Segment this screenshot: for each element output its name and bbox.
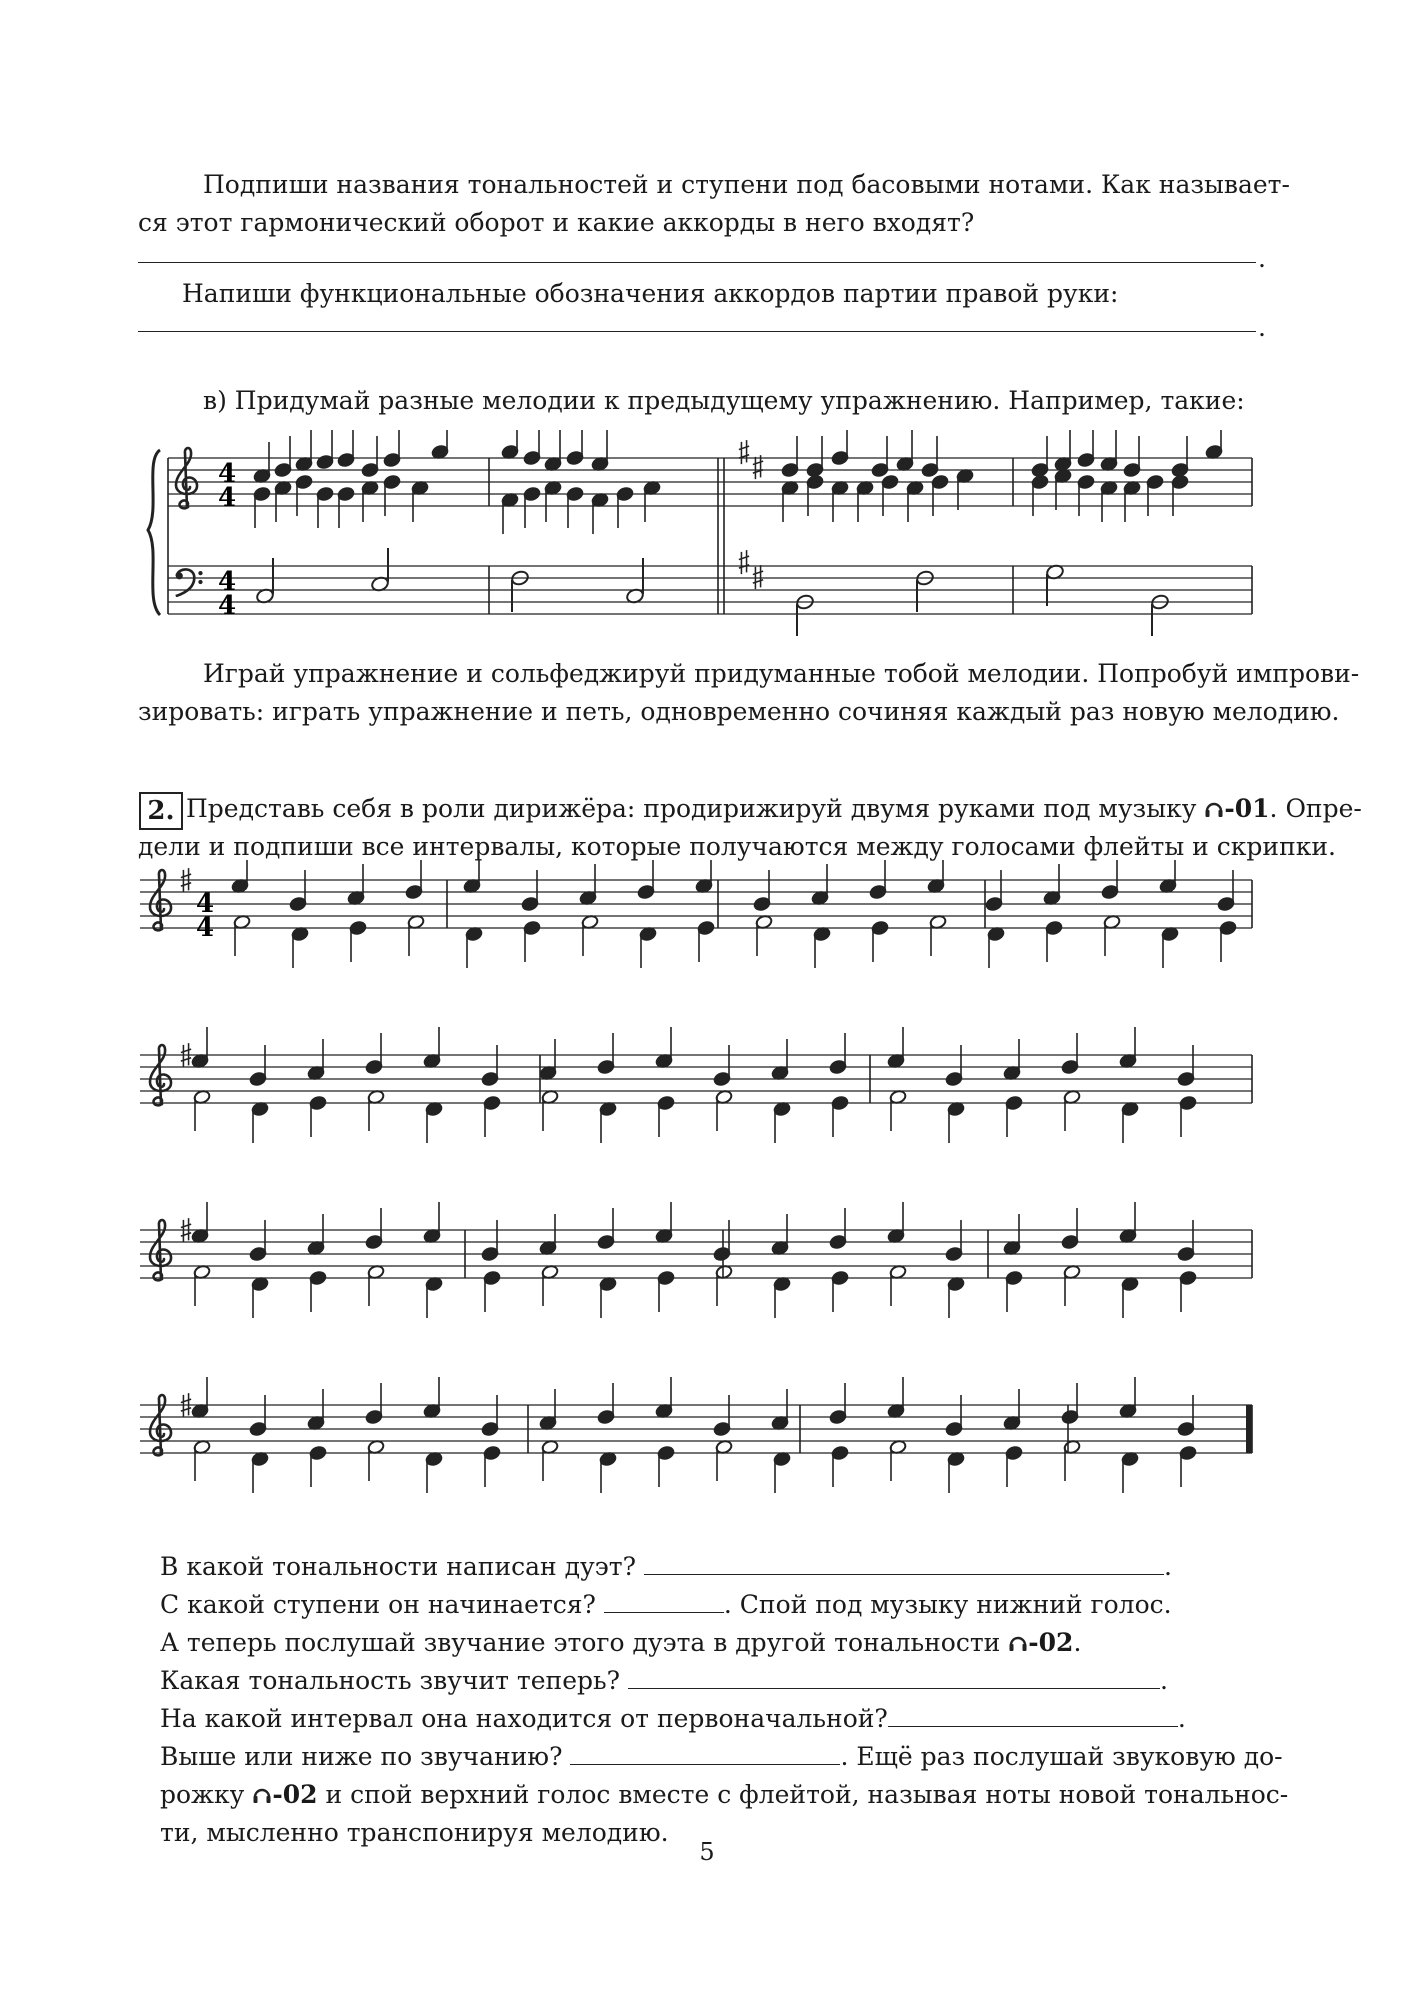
exercise2-line-1-text: Представь себя в роли дирижёра: продирижируй двумя руками под музыку [186,794,1205,823]
intro-line-2: ся этот гармонический оборот и какие аккорды в него входят? [138,208,975,237]
line-end-dot: . [1163,1552,1172,1581]
track-02-label[interactable]: -02 [1028,1628,1074,1657]
intro-paragraph [138,166,1290,242]
question-transposed-text: А теперь послушай звучание этого дуэта в другой тональности [160,1628,1009,1657]
brace [148,450,160,615]
time-sig-bottom-bass: 4 [218,591,237,621]
question-listen-again [160,1776,1289,1814]
treble-clef-icon [150,870,171,930]
sharp-icon [739,550,749,574]
line-end-dot: . [1160,1666,1168,1695]
question-transpose-mentally: ти, мысленно транспонируя мелодию. [160,1818,669,1847]
question-transposed [160,1624,1260,1662]
duet-staff [140,1027,1252,1143]
question-degree-text: С какой ступени он начинается? [160,1590,596,1619]
duet-staff [140,860,1252,968]
bass-staff [168,566,1252,614]
question-listen-again-tail: и спой верхний голос вместе с флейтой, называя ноты новой тональнос- [317,1780,1289,1809]
bass-notes [255,548,1169,636]
treble-clef-icon [176,448,197,508]
answer-blank-degree[interactable] [604,1590,724,1613]
question-interval-text: На какой интервал она находится от первоначальной? [160,1704,888,1733]
question-key [160,1548,1260,1586]
time-sig-top-bass: 4 [218,567,237,597]
exercise-number: 2. [139,792,183,830]
question-new-key-text: Какая тональность звучит теперь? [160,1666,621,1695]
intro-line-1: Подпиши названия тональностей и ступени под басовыми нотами. Как называет- [203,170,1290,199]
questions-block [160,1548,1289,1852]
question-degree-tail: . Спой под музыку нижний голос. [723,1590,1172,1619]
treble-clef-icon [150,1220,171,1280]
duet-staff [140,1202,1252,1318]
answer-blank-new-key[interactable] [628,1666,1160,1689]
duet-score [0,860,1414,1520]
question-transposed-end: . [1073,1628,1082,1657]
headphones-icon[interactable] [1204,799,1224,819]
duet-staff [140,1377,1252,1493]
functions-prompt-text: Напиши функциональные обозначения аккордов партии правой руки: [182,279,1119,308]
answer-line-harmonic-turn[interactable] [138,262,1256,263]
bass-clef-icon [176,569,203,596]
line-end-dot: . [1258,313,1266,342]
improvise-paragraph [138,655,1360,731]
headphones-icon[interactable] [1008,1633,1028,1653]
grand-staff-example [0,430,1414,640]
track-02-label[interactable]: -02 [272,1780,318,1809]
answer-blank-higher-lower[interactable] [570,1742,840,1765]
part-v-heading [203,382,1263,420]
question-higher-lower [160,1738,1283,1776]
line-end-dot: . [1177,1704,1186,1733]
sharp-icon [753,565,763,589]
question-degree [160,1586,1260,1624]
improvise-line-2: зировать: играть упражнение и петь, одновременно сочиняя каждый раз новую мелодию. [138,697,1340,726]
line-end-dot: . [1258,244,1266,273]
question-higher-lower-tail: . Ещё раз послушай звуковую до- [840,1742,1283,1771]
answer-blank-key[interactable] [644,1552,1164,1575]
sharp-icon [753,455,763,479]
answer-blank-interval[interactable] [888,1704,1178,1727]
track-01-label[interactable]: -01 [1224,794,1270,823]
question-interval [160,1700,1260,1738]
treble-clef-icon [150,1395,171,1455]
duet-time-sig-top: 4 [196,889,215,919]
time-sig-top: 4 [218,459,237,489]
exercise2-line-1 [138,790,1362,828]
improvise-line-1: Играй упражнение и сольфеджируй придуманные тобой мелодии. Попробуй импрови- [203,659,1360,688]
time-sig-bottom: 4 [218,483,237,513]
question-new-key [160,1662,1260,1700]
exercise2-instructions [138,790,1362,866]
headphones-icon[interactable] [252,1785,272,1805]
question-key-text: В какой тональности написан дуэт? [160,1552,636,1581]
exercise2-line-1-end: . Опре- [1269,794,1362,823]
treble-clef-icon [150,1045,171,1105]
question-listen-again-text: рожку [160,1780,253,1809]
functions-prompt [182,275,1262,313]
question-higher-lower-text: Выше или ниже по звучанию? [160,1742,563,1771]
page-number: 5 [699,1838,715,1866]
sharp-icon [739,440,749,464]
exercise2-line-2: дели и подпиши все интервалы, которые получаются между голосами флейты и скрипки. [138,832,1336,861]
duet-time-sig-bottom: 4 [196,913,215,943]
answer-line-functions[interactable] [138,331,1256,332]
part-v-heading-text: в) Придумай разные мелодии к предыдущему упражнению. Например, такие: [203,386,1245,415]
